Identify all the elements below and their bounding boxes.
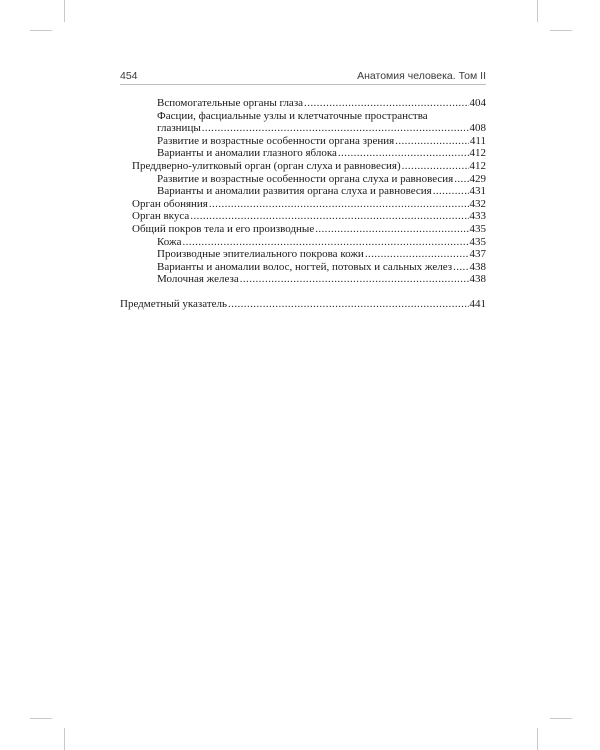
crop-mark bbox=[537, 0, 538, 22]
toc-entry-page: 438 bbox=[469, 273, 486, 286]
crop-mark bbox=[30, 30, 52, 31]
toc-entry[interactable] bbox=[120, 135, 486, 148]
dot-leader bbox=[202, 122, 469, 135]
dot-leader bbox=[315, 223, 468, 236]
running-header bbox=[120, 70, 486, 85]
crop-mark bbox=[64, 0, 65, 22]
toc-entry-title: Кожа bbox=[157, 235, 182, 248]
toc-entry-title: Преддверно-улитковый орган (орган слуха и равновесия) bbox=[132, 159, 401, 172]
toc-entry-title: Вспомогательные органы глаза bbox=[157, 97, 304, 109]
crop-mark bbox=[30, 718, 52, 719]
toc-entry[interactable] bbox=[120, 160, 486, 173]
toc-entry[interactable] bbox=[120, 173, 486, 186]
toc-entry-page: 431 bbox=[469, 185, 486, 198]
toc-entry-title: Орган обоняния bbox=[132, 197, 208, 210]
toc-entry[interactable] bbox=[120, 248, 486, 261]
toc-entry-page: 404 bbox=[469, 97, 486, 109]
toc-entry-title: Развитие и возрастные особенности органа слуха и равновесия bbox=[157, 172, 454, 185]
dot-leader bbox=[209, 198, 469, 211]
toc-entry-title: Варианты и аномалии глазного яблока bbox=[157, 147, 337, 160]
dot-leader bbox=[454, 173, 468, 186]
toc-entry-page: 435 bbox=[469, 222, 486, 235]
dot-leader bbox=[395, 135, 469, 148]
toc-entry[interactable] bbox=[120, 110, 486, 135]
dot-leader bbox=[402, 160, 469, 173]
dot-leader bbox=[338, 147, 469, 160]
toc-entry-page: 435 bbox=[469, 235, 486, 248]
dot-leader bbox=[228, 298, 468, 311]
toc-entry[interactable] bbox=[120, 273, 486, 286]
toc-entry-page: 429 bbox=[469, 172, 486, 185]
book-page bbox=[120, 70, 486, 311]
toc-entry[interactable] bbox=[120, 185, 486, 198]
toc-entry-title: Варианты и аномалии развития органа слуха и равновесия bbox=[157, 185, 432, 198]
table-of-contents bbox=[120, 97, 486, 311]
page-number: 454 bbox=[120, 70, 138, 82]
crop-mark bbox=[550, 30, 572, 31]
toc-entry-page: 412 bbox=[469, 159, 486, 172]
crop-mark bbox=[64, 728, 65, 750]
crop-mark bbox=[537, 728, 538, 750]
toc-entry-title: Варианты и аномалии волос, ногтей, потовых и сальных желез bbox=[157, 260, 453, 273]
toc-entry-page: 441 bbox=[469, 297, 486, 310]
dot-leader bbox=[304, 97, 468, 110]
dot-leader bbox=[183, 236, 469, 249]
toc-entry[interactable] bbox=[120, 223, 486, 236]
toc-entry[interactable] bbox=[120, 261, 486, 274]
toc-entry-title: Общий покров тела и его производные bbox=[132, 222, 315, 235]
toc-entry-title: Развитие и возрастные особенности органа зрения bbox=[157, 134, 395, 147]
toc-entry-page: 412 bbox=[469, 147, 486, 160]
dot-leader bbox=[190, 210, 468, 223]
toc-entry[interactable] bbox=[120, 210, 486, 223]
toc-entry-title: Производные эпителиального покрова кожи bbox=[157, 248, 364, 261]
dot-leader bbox=[240, 273, 469, 286]
toc-entry[interactable] bbox=[120, 298, 486, 311]
dot-leader bbox=[365, 248, 469, 261]
crop-mark bbox=[550, 718, 572, 719]
running-title: Анатомия человека. Том II bbox=[357, 70, 486, 82]
toc-entry-page: 433 bbox=[469, 210, 486, 223]
toc-entry-page: 437 bbox=[469, 248, 486, 261]
toc-entry-title: Молочная железа bbox=[157, 273, 239, 286]
toc-entry-title: Предметный указатель bbox=[120, 297, 228, 310]
section-spacer bbox=[120, 286, 486, 298]
toc-entry-title: Фасции, фасциальные узлы и клетчаточные пространства bbox=[157, 109, 428, 122]
toc-entry-page: 411 bbox=[469, 134, 486, 147]
toc-entry[interactable] bbox=[120, 198, 486, 211]
dot-leader bbox=[453, 261, 468, 274]
toc-entry[interactable] bbox=[120, 147, 486, 160]
toc-entry-page: 438 bbox=[469, 260, 486, 273]
toc-entry-title: Орган вкуса bbox=[132, 210, 190, 223]
toc-entry-page: 432 bbox=[469, 197, 486, 210]
toc-entry[interactable] bbox=[120, 97, 486, 110]
toc-entry[interactable] bbox=[120, 236, 486, 249]
toc-entry-title-continued: глазницы bbox=[157, 122, 201, 135]
toc-entry-page: 408 bbox=[469, 122, 486, 135]
dot-leader bbox=[433, 185, 469, 198]
